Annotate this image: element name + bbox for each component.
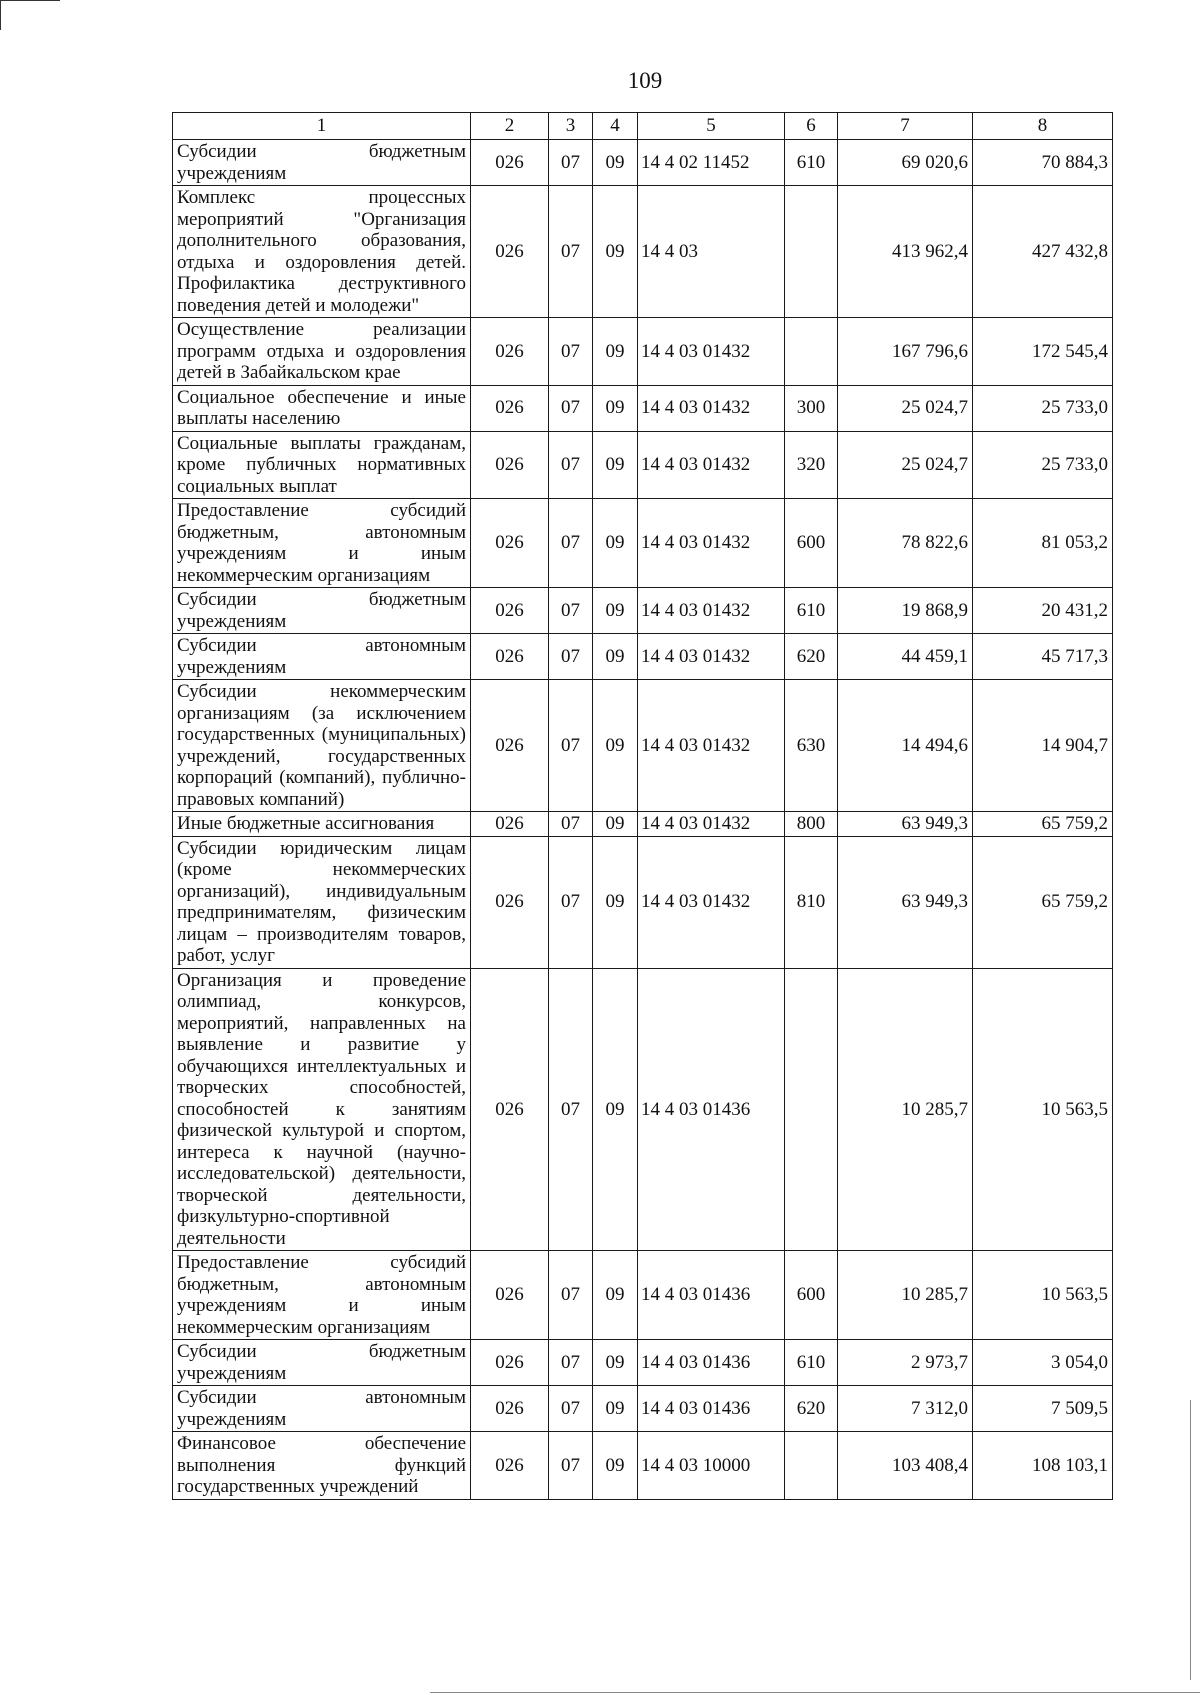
target-article-cell: 14 4 03 01436 — [638, 1251, 785, 1340]
row-name-cell: Субсидии бюджетным учреждениям — [173, 1340, 471, 1386]
target-article-cell: 14 4 02 11452 — [638, 140, 785, 186]
row-name-cell: Предоставление субсидий бюджетным, автономным учреждениям и иным некоммерческим организациям — [173, 499, 471, 588]
row-name-cell: Финансовое обеспечение выполнения функций государственных учреждений — [173, 1432, 471, 1500]
table-row — [173, 634, 1113, 680]
target-article-cell: 14 4 03 01432 — [638, 499, 785, 588]
row-name-cell: Субсидии бюджетным учреждениям — [173, 588, 471, 634]
header-cell: 4 — [593, 113, 638, 140]
admin-code-cell: 026 — [471, 680, 549, 812]
amount-year2-cell: 81 053,2 — [973, 499, 1113, 588]
expense-type-cell — [785, 186, 838, 318]
amount-year1-cell: 413 962,4 — [838, 186, 973, 318]
admin-code-cell: 026 — [471, 812, 549, 837]
amount-year1-cell: 78 822,6 — [838, 499, 973, 588]
amount-year2-cell: 10 563,5 — [973, 968, 1113, 1251]
admin-code-cell: 026 — [471, 634, 549, 680]
expense-type-cell: 800 — [785, 812, 838, 837]
row-name-cell: Комплекс процессных мероприятий "Организация дополнительного образования, отдыха и оздоровления детей. Профилактика деструктивного поведения детей и молодежи" — [173, 186, 471, 318]
target-article-cell: 14 4 03 01432 — [638, 634, 785, 680]
target-article-cell: 14 4 03 01432 — [638, 431, 785, 499]
page-number: 109 — [627, 68, 663, 93]
header-cell: 5 — [638, 113, 785, 140]
section-cell: 07 — [549, 318, 593, 386]
admin-code-cell: 026 — [471, 186, 549, 318]
target-article-cell: 14 4 03 01436 — [638, 1340, 785, 1386]
amount-year2-cell: 20 431,2 — [973, 588, 1113, 634]
expense-type-cell: 810 — [785, 836, 838, 968]
subsection-cell: 09 — [593, 385, 638, 431]
admin-code-cell: 026 — [471, 499, 549, 588]
header-cell: 6 — [785, 113, 838, 140]
target-article-cell: 14 4 03 01432 — [638, 836, 785, 968]
table-row — [173, 499, 1113, 588]
target-article-cell: 14 4 03 01436 — [638, 968, 785, 1251]
amount-year1-cell: 25 024,7 — [838, 431, 973, 499]
target-article-cell: 14 4 03 — [638, 186, 785, 318]
admin-code-cell: 026 — [471, 140, 549, 186]
amount-year2-cell: 25 733,0 — [973, 431, 1113, 499]
target-article-cell: 14 4 03 10000 — [638, 1432, 785, 1500]
target-article-cell: 14 4 03 01432 — [638, 680, 785, 812]
amount-year1-cell: 63 949,3 — [838, 812, 973, 837]
section-cell: 07 — [549, 812, 593, 837]
amount-year2-cell: 7 509,5 — [973, 1386, 1113, 1432]
row-name-cell: Субсидии юридическим лицам (кроме некоммерческих организаций), индивидуальным предпринимателям, физическим лицам – производителям товаров, работ, услуг — [173, 836, 471, 968]
section-cell: 07 — [549, 1386, 593, 1432]
table-row — [173, 1386, 1113, 1432]
row-name-cell: Организация и проведение олимпиад, конкурсов, мероприятий, направленных на выявление и развитие у обучающихся интеллектуальных и творческих способностей, способностей к занятиям физической культурой и спортом, интереса к научной (научно-исследовательской) деятельности, творческой деятельности, физкультурно-спортивной деятельности — [173, 968, 471, 1251]
table-row — [173, 318, 1113, 386]
amount-year1-cell: 7 312,0 — [838, 1386, 973, 1432]
target-article-cell: 14 4 03 01432 — [638, 812, 785, 837]
header-cell: 8 — [973, 113, 1113, 140]
table-row — [173, 431, 1113, 499]
subsection-cell: 09 — [593, 186, 638, 318]
table-row — [173, 836, 1113, 968]
admin-code-cell: 026 — [471, 1386, 549, 1432]
scan-edge-right — [1190, 1400, 1191, 1680]
expense-type-cell: 620 — [785, 1386, 838, 1432]
subsection-cell: 09 — [593, 588, 638, 634]
table-row — [173, 968, 1113, 1251]
amount-year2-cell: 70 884,3 — [973, 140, 1113, 186]
row-name-cell: Субсидии автономным учреждениям — [173, 634, 471, 680]
table-row — [173, 812, 1113, 837]
section-cell: 07 — [549, 836, 593, 968]
subsection-cell: 09 — [593, 968, 638, 1251]
table-body — [173, 140, 1113, 1500]
expense-type-cell: 300 — [785, 385, 838, 431]
admin-code-cell: 026 — [471, 1251, 549, 1340]
amount-year2-cell: 45 717,3 — [973, 634, 1113, 680]
amount-year1-cell: 19 868,9 — [838, 588, 973, 634]
amount-year2-cell: 65 759,2 — [973, 812, 1113, 837]
section-cell: 07 — [549, 1432, 593, 1500]
section-cell: 07 — [549, 431, 593, 499]
section-cell: 07 — [549, 588, 593, 634]
expense-type-cell: 320 — [785, 431, 838, 499]
subsection-cell: 09 — [593, 1432, 638, 1500]
header-cell: 7 — [838, 113, 973, 140]
amount-year2-cell: 10 563,5 — [973, 1251, 1113, 1340]
section-cell: 07 — [549, 385, 593, 431]
admin-code-cell: 026 — [471, 836, 549, 968]
admin-code-cell: 026 — [471, 385, 549, 431]
amount-year1-cell: 167 796,6 — [838, 318, 973, 386]
amount-year1-cell: 10 285,7 — [838, 1251, 973, 1340]
amount-year2-cell: 172 545,4 — [973, 318, 1113, 386]
section-cell: 07 — [549, 140, 593, 186]
table-row — [173, 1432, 1113, 1500]
expense-type-cell: 620 — [785, 634, 838, 680]
row-name-cell: Осуществление реализации программ отдыха и оздоровления детей в Забайкальском крае — [173, 318, 471, 386]
subsection-cell: 09 — [593, 680, 638, 812]
table-row — [173, 1340, 1113, 1386]
expense-type-cell — [785, 1432, 838, 1500]
subsection-cell: 09 — [593, 1340, 638, 1386]
expense-type-cell — [785, 968, 838, 1251]
expense-type-cell: 630 — [785, 680, 838, 812]
amount-year1-cell: 25 024,7 — [838, 385, 973, 431]
header-cell: 3 — [549, 113, 593, 140]
subsection-cell: 09 — [593, 634, 638, 680]
target-article-cell: 14 4 03 01436 — [638, 1386, 785, 1432]
amount-year1-cell: 44 459,1 — [838, 634, 973, 680]
amount-year2-cell: 14 904,7 — [973, 680, 1113, 812]
section-cell: 07 — [549, 968, 593, 1251]
budget-table — [172, 112, 1113, 1500]
amount-year2-cell: 427 432,8 — [973, 186, 1113, 318]
row-name-cell: Субсидии бюджетным учреждениям — [173, 140, 471, 186]
row-name-cell: Социальное обеспечение и иные выплаты населению — [173, 385, 471, 431]
header-cell: 1 — [173, 113, 471, 140]
admin-code-cell: 026 — [471, 318, 549, 386]
amount-year1-cell: 69 020,6 — [838, 140, 973, 186]
amount-year1-cell: 63 949,3 — [838, 836, 973, 968]
target-article-cell: 14 4 03 01432 — [638, 318, 785, 386]
table-row — [173, 1251, 1113, 1340]
section-cell: 07 — [549, 634, 593, 680]
expense-type-cell: 610 — [785, 1340, 838, 1386]
expense-type-cell: 610 — [785, 588, 838, 634]
section-cell: 07 — [549, 499, 593, 588]
amount-year1-cell: 2 973,7 — [838, 1340, 973, 1386]
amount-year2-cell: 108 103,1 — [973, 1432, 1113, 1500]
subsection-cell: 09 — [593, 140, 638, 186]
admin-code-cell: 026 — [471, 968, 549, 1251]
table-row — [173, 385, 1113, 431]
table-row — [173, 588, 1113, 634]
row-name-cell: Субсидии некоммерческим организациям (за исключением государственных (муниципальных) учреждений, государственных корпораций (компаний), публично-правовых компаний) — [173, 680, 471, 812]
subsection-cell: 09 — [593, 431, 638, 499]
section-cell: 07 — [549, 186, 593, 318]
expense-type-cell: 600 — [785, 499, 838, 588]
subsection-cell: 09 — [593, 836, 638, 968]
expense-type-cell: 610 — [785, 140, 838, 186]
amount-year2-cell: 65 759,2 — [973, 836, 1113, 968]
row-name-cell: Субсидии автономным учреждениям — [173, 1386, 471, 1432]
table-row — [173, 140, 1113, 186]
table-row — [173, 186, 1113, 318]
admin-code-cell: 026 — [471, 431, 549, 499]
subsection-cell: 09 — [593, 318, 638, 386]
header-cell: 2 — [471, 113, 549, 140]
scan-edge-left — [0, 0, 1, 30]
subsection-cell: 09 — [593, 1251, 638, 1340]
expense-type-cell — [785, 318, 838, 386]
admin-code-cell: 026 — [471, 1432, 549, 1500]
scan-edge-bottom — [430, 1692, 1200, 1693]
row-name-cell: Социальные выплаты гражданам, кроме публичных нормативных социальных выплат — [173, 431, 471, 499]
target-article-cell: 14 4 03 01432 — [638, 588, 785, 634]
row-name-cell: Иные бюджетные ассигнования — [173, 812, 471, 837]
table-row — [173, 680, 1113, 812]
row-name-cell: Предоставление субсидий бюджетным, автономным учреждениям и иным некоммерческим организациям — [173, 1251, 471, 1340]
section-cell: 07 — [549, 1251, 593, 1340]
scan-edge-top — [0, 0, 60, 1]
admin-code-cell: 026 — [471, 588, 549, 634]
amount-year1-cell: 103 408,4 — [838, 1432, 973, 1500]
target-article-cell: 14 4 03 01432 — [638, 385, 785, 431]
section-cell: 07 — [549, 680, 593, 812]
amount-year1-cell: 14 494,6 — [838, 680, 973, 812]
admin-code-cell: 026 — [471, 1340, 549, 1386]
amount-year1-cell: 10 285,7 — [838, 968, 973, 1251]
section-cell: 07 — [549, 1340, 593, 1386]
expense-type-cell: 600 — [785, 1251, 838, 1340]
subsection-cell: 09 — [593, 499, 638, 588]
amount-year2-cell: 3 054,0 — [973, 1340, 1113, 1386]
subsection-cell: 09 — [593, 1386, 638, 1432]
subsection-cell: 09 — [593, 812, 638, 837]
amount-year2-cell: 25 733,0 — [973, 385, 1113, 431]
header-row — [173, 113, 1113, 140]
